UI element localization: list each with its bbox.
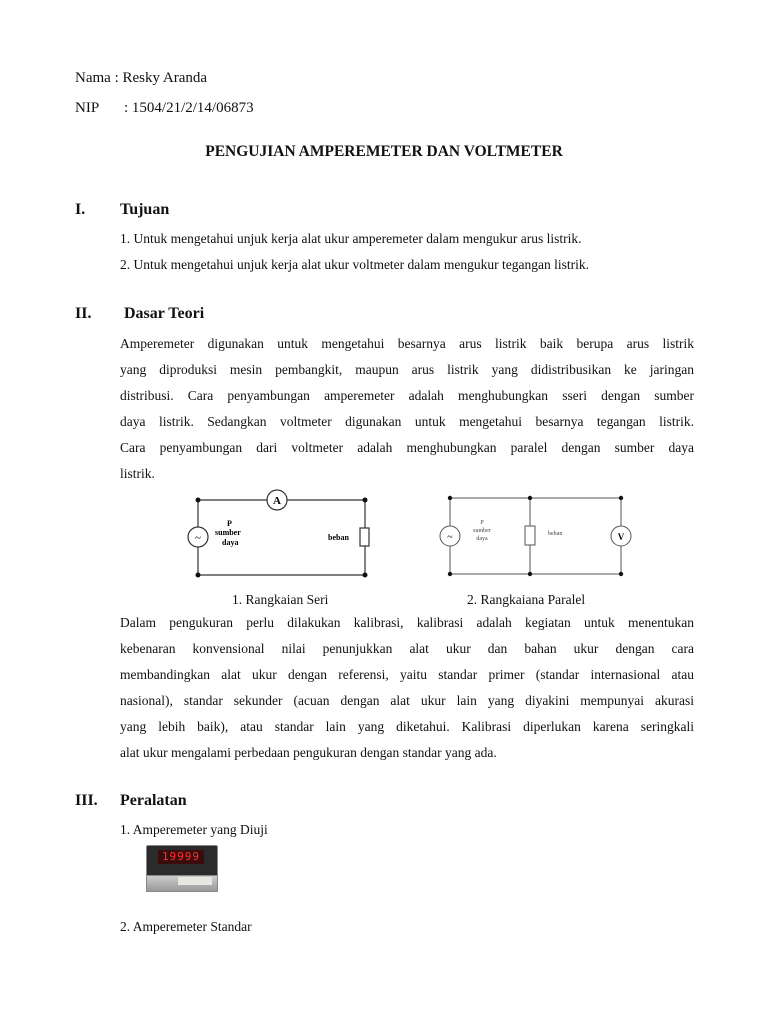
list-item: 2. Amperemeter Standar bbox=[120, 919, 252, 934]
section-number: III. bbox=[75, 792, 98, 809]
label-beban: beban bbox=[548, 531, 563, 537]
parallel-circuit bbox=[440, 498, 631, 574]
nama: Nama : Resky Aranda bbox=[75, 70, 208, 86]
line: yang lebih baik), atau standar lain yang diketahui. Kalibrasi diperlukan karena seringkali bbox=[120, 719, 694, 734]
section-title: Dasar Teori bbox=[124, 305, 205, 322]
line: Cara penyambungan dari voltmeter adalah menghubungkan paralel dengan sumber daya bbox=[120, 440, 694, 455]
label-p: P bbox=[227, 519, 232, 528]
nip-value: : 1504/21/2/14/06873 bbox=[124, 100, 254, 116]
circuit-diagrams bbox=[170, 485, 640, 585]
paragraph bbox=[120, 610, 694, 766]
line: membandingkan alat ukur dengan referensi, yaitu standar primer (standar internasional atau bbox=[120, 667, 694, 682]
label-daya: daya bbox=[476, 536, 488, 542]
ammeter-label: A bbox=[273, 495, 281, 507]
label-beban: beban bbox=[328, 533, 349, 542]
section-number: I. bbox=[75, 201, 86, 218]
label-sumber: sumber bbox=[215, 528, 241, 537]
label-p: P bbox=[480, 520, 484, 526]
source-symbol: ~ bbox=[195, 532, 201, 544]
line: Dalam pengukuran perlu dilakukan kalibrasi, kalibrasi adalah kegiatan untuk menentukan bbox=[120, 615, 694, 630]
line: kebenaran konvensional nilai penunjukkan alat ukur dan bahan ukur dengan cara bbox=[120, 641, 694, 656]
line: daya listrik. Sedangkan voltmeter digunakan untuk mengetahui besarnya tegangan listrik. bbox=[120, 414, 694, 429]
list-item: 1. Amperemeter yang Diuji bbox=[120, 822, 268, 837]
line: distribusi. Cara penyambungan amperemeter adalah menghubungkan sseri dengan sumber bbox=[120, 388, 694, 403]
list-item: 1. Untuk mengetahui unjuk kerja alat ukur amperemeter dalam mengukur arus listrik. bbox=[120, 231, 582, 246]
amperemeter-image bbox=[140, 845, 220, 895]
line: alat ukur mengalami perbedaan pengukuran dengan standar yang ada. bbox=[120, 745, 497, 760]
voltmeter-label: V bbox=[617, 532, 625, 542]
line: nasional), standar sekunder (acuan dengan alat ukur lain yang diyakini mempunyai akurasi bbox=[120, 693, 694, 708]
source-symbol: ~ bbox=[447, 532, 453, 543]
line: listrik. bbox=[120, 466, 155, 481]
section-number: II. bbox=[75, 305, 92, 322]
paragraph bbox=[120, 331, 694, 487]
document-title: PENGUJIAN AMPEREMETER DAN VOLTMETER bbox=[205, 143, 563, 160]
section-title: Tujuan bbox=[120, 201, 170, 218]
section-title: Peralatan bbox=[120, 792, 187, 809]
list-item: 2. Untuk mengetahui unjuk kerja alat ukur voltmeter dalam mengukur tegangan listrik. bbox=[120, 257, 589, 272]
line: yang diproduksi mesin pembangkit, maupun arus listrik yang didistribusikan ke jaringan bbox=[120, 362, 694, 377]
nip-label: NIP bbox=[75, 100, 100, 116]
caption-parallel: 2. Rangkaiana Paralel bbox=[467, 592, 586, 607]
line: Amperemeter digunakan untuk mengetahui besarnya arus listrik baik berupa arus listrik bbox=[120, 336, 694, 351]
label-sumber: sumber bbox=[473, 528, 491, 534]
meter-display: 19999 bbox=[158, 850, 204, 864]
label-daya: daya bbox=[222, 538, 239, 547]
caption-series: 1. Rangkaian Seri bbox=[232, 592, 329, 607]
